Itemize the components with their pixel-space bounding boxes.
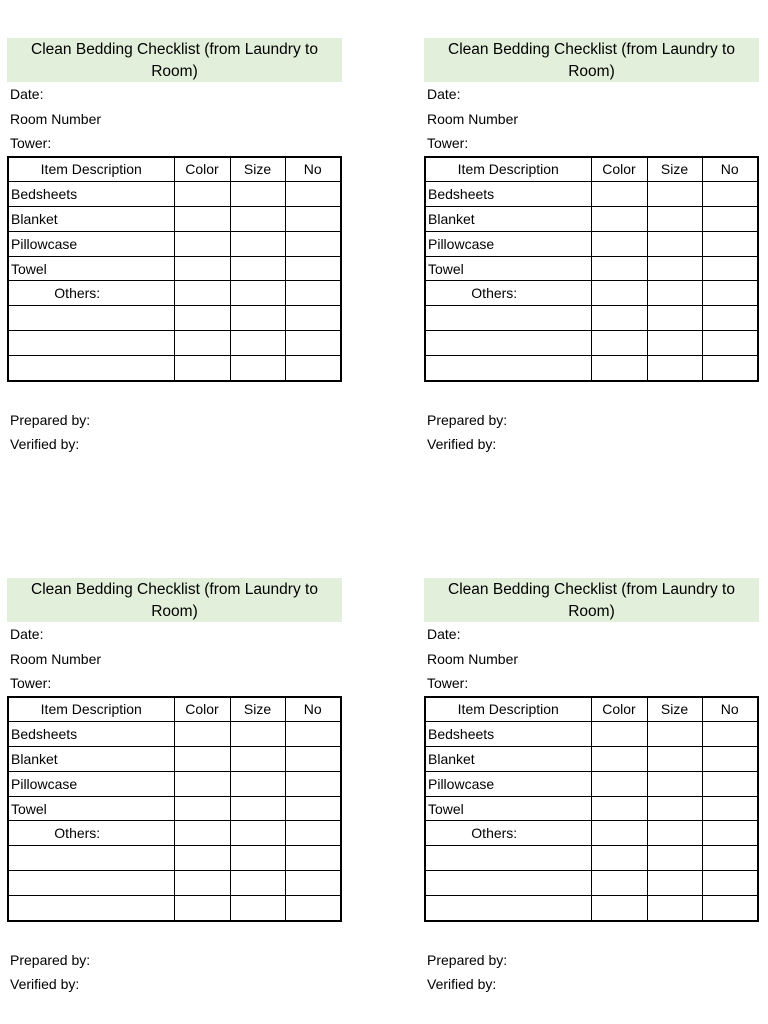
item-blanket: Blanket (8, 207, 174, 232)
table-row (425, 747, 758, 772)
size-cell[interactable] (230, 747, 285, 772)
size-cell[interactable] (230, 306, 285, 331)
room-number-label: Room Number (427, 110, 519, 127)
color-cell[interactable] (591, 231, 647, 256)
table-row (8, 895, 341, 920)
no-cell[interactable] (702, 331, 758, 356)
signature-section (7, 948, 342, 997)
table-row (425, 895, 758, 920)
table-row (425, 871, 758, 896)
no-cell[interactable] (702, 281, 758, 306)
no-cell[interactable] (285, 331, 341, 356)
item-bedsheets: Bedsheets (425, 182, 591, 207)
checklist-table (7, 696, 342, 922)
no-cell[interactable] (702, 821, 758, 846)
size-cell[interactable] (647, 256, 702, 281)
date-label: Date: (10, 86, 44, 102)
blank-item-cell[interactable] (8, 895, 174, 920)
no-cell[interactable] (285, 871, 341, 896)
checklist-title: Clean Bedding Checklist (from Laundry to Room) (424, 38, 759, 82)
color-cell[interactable] (591, 207, 647, 232)
header-color: Color (591, 697, 647, 722)
checklist-title: Clean Bedding Checklist (from Laundry to Room) (7, 578, 342, 622)
blank-item-cell[interactable] (8, 306, 174, 331)
others-label: Others: (425, 281, 591, 306)
item-pillowcase: Pillowcase (425, 771, 591, 796)
no-cell[interactable] (285, 747, 341, 772)
no-cell[interactable] (702, 355, 758, 380)
table-row (8, 846, 341, 871)
others-label: Others: (8, 821, 174, 846)
color-cell[interactable] (174, 256, 230, 281)
prepared-by-label: Prepared by: (10, 411, 91, 428)
header-color: Color (174, 157, 230, 182)
size-cell[interactable] (647, 281, 702, 306)
date-label: Date: (427, 86, 461, 102)
header-no: No (285, 157, 341, 182)
color-cell[interactable] (591, 796, 647, 821)
size-cell[interactable] (230, 821, 285, 846)
item-pillowcase: Pillowcase (8, 771, 174, 796)
item-pillowcase: Pillowcase (425, 231, 591, 256)
color-cell[interactable] (591, 846, 647, 871)
color-cell[interactable] (174, 355, 230, 380)
size-cell[interactable] (230, 207, 285, 232)
color-cell[interactable] (174, 331, 230, 356)
table-row (425, 355, 758, 380)
color-cell[interactable] (591, 722, 647, 747)
size-cell[interactable] (647, 722, 702, 747)
no-cell[interactable] (702, 231, 758, 256)
table-row (8, 747, 341, 772)
color-cell[interactable] (591, 355, 647, 380)
header-size: Size (230, 697, 285, 722)
table-row (425, 281, 758, 306)
color-cell[interactable] (591, 821, 647, 846)
checklist-title: Clean Bedding Checklist (from Laundry to Room) (424, 578, 759, 622)
color-cell[interactable] (174, 207, 230, 232)
size-cell[interactable] (230, 231, 285, 256)
blank-item-cell[interactable] (425, 331, 591, 356)
table-header-row (425, 697, 758, 722)
table-row (8, 771, 341, 796)
color-cell[interactable] (591, 771, 647, 796)
date-label: Date: (10, 626, 44, 642)
checklist-title: Clean Bedding Checklist (from Laundry to Room) (7, 38, 342, 82)
header-item-description: Item Description (8, 697, 174, 722)
item-bedsheets: Bedsheets (8, 182, 174, 207)
size-cell[interactable] (647, 355, 702, 380)
item-towel: Towel (8, 796, 174, 821)
color-cell[interactable] (591, 182, 647, 207)
no-cell[interactable] (702, 182, 758, 207)
header-no: No (702, 697, 758, 722)
no-cell[interactable] (702, 722, 758, 747)
signature-section (424, 948, 759, 997)
color-cell[interactable] (591, 281, 647, 306)
color-cell[interactable] (174, 231, 230, 256)
color-cell[interactable] (591, 256, 647, 281)
table-header-row (8, 697, 341, 722)
no-cell[interactable] (285, 207, 341, 232)
color-cell[interactable] (174, 722, 230, 747)
tower-label: Tower: (427, 675, 469, 691)
no-cell[interactable] (285, 846, 341, 871)
verified-by-label: Verified by: (427, 436, 497, 453)
checklist-card (424, 578, 759, 997)
color-cell[interactable] (174, 281, 230, 306)
size-cell[interactable] (647, 871, 702, 896)
checklist-card (424, 38, 759, 457)
blank-item-cell[interactable] (8, 331, 174, 356)
table-row (8, 796, 341, 821)
table-row (8, 231, 341, 256)
size-cell[interactable] (647, 306, 702, 331)
size-cell[interactable] (230, 771, 285, 796)
header-no: No (285, 697, 341, 722)
color-cell[interactable] (174, 796, 230, 821)
size-cell[interactable] (647, 846, 702, 871)
blank-item-cell[interactable] (8, 846, 174, 871)
size-cell[interactable] (230, 281, 285, 306)
checklist-table (424, 156, 759, 382)
checklist-table (7, 156, 342, 382)
table-row (425, 231, 758, 256)
table-row (425, 796, 758, 821)
size-cell[interactable] (647, 747, 702, 772)
size-cell[interactable] (230, 355, 285, 380)
blank-item-cell[interactable] (8, 355, 174, 380)
no-cell[interactable] (285, 796, 341, 821)
header-item-description: Item Description (425, 697, 591, 722)
header-item-description: Item Description (425, 157, 591, 182)
table-row (8, 871, 341, 896)
header-no: No (702, 157, 758, 182)
table-header-row (8, 157, 341, 182)
size-cell[interactable] (230, 182, 285, 207)
table-row (8, 355, 341, 380)
verified-by-label: Verified by: (427, 976, 497, 993)
no-cell[interactable] (285, 821, 341, 846)
table-row (8, 256, 341, 281)
item-towel: Towel (8, 256, 174, 281)
table-row (425, 207, 758, 232)
table-row (425, 182, 758, 207)
color-cell[interactable] (591, 895, 647, 920)
table-row (425, 256, 758, 281)
no-cell[interactable] (285, 182, 341, 207)
room-number-label: Room Number (427, 650, 519, 667)
signature-section (424, 408, 759, 457)
size-cell[interactable] (230, 895, 285, 920)
no-cell[interactable] (702, 895, 758, 920)
table-row (8, 722, 341, 747)
item-blanket: Blanket (425, 207, 591, 232)
checklist-table (424, 696, 759, 922)
color-cell[interactable] (591, 871, 647, 896)
size-cell[interactable] (647, 231, 702, 256)
no-cell[interactable] (285, 281, 341, 306)
tower-label: Tower: (427, 135, 469, 151)
table-row (8, 207, 341, 232)
table-row (8, 331, 341, 356)
no-cell[interactable] (702, 207, 758, 232)
item-blanket: Blanket (425, 747, 591, 772)
checklist-card (7, 38, 342, 457)
no-cell[interactable] (285, 722, 341, 747)
table-row (425, 821, 758, 846)
table-row (8, 821, 341, 846)
table-row (425, 306, 758, 331)
blank-item-cell[interactable] (8, 871, 174, 896)
no-cell[interactable] (285, 771, 341, 796)
header-color: Color (591, 157, 647, 182)
item-blanket: Blanket (8, 747, 174, 772)
size-cell[interactable] (230, 722, 285, 747)
no-cell[interactable] (285, 895, 341, 920)
size-cell[interactable] (647, 821, 702, 846)
prepared-by-label: Prepared by: (10, 951, 91, 968)
size-cell[interactable] (647, 796, 702, 821)
color-cell[interactable] (591, 747, 647, 772)
table-row (425, 846, 758, 871)
table-row (8, 182, 341, 207)
no-cell[interactable] (702, 846, 758, 871)
room-number-label: Room Number (10, 110, 102, 127)
size-cell[interactable] (647, 207, 702, 232)
color-cell[interactable] (174, 771, 230, 796)
tower-label: Tower: (10, 675, 52, 691)
size-cell[interactable] (230, 256, 285, 281)
no-cell[interactable] (285, 355, 341, 380)
header-size: Size (647, 157, 702, 182)
no-cell[interactable] (702, 306, 758, 331)
color-cell[interactable] (174, 846, 230, 871)
blank-item-cell[interactable] (425, 306, 591, 331)
item-bedsheets: Bedsheets (8, 722, 174, 747)
header-size: Size (647, 697, 702, 722)
header-size: Size (230, 157, 285, 182)
signature-section (7, 408, 342, 457)
item-bedsheets: Bedsheets (425, 722, 591, 747)
no-cell[interactable] (285, 306, 341, 331)
no-cell[interactable] (285, 256, 341, 281)
color-cell[interactable] (174, 182, 230, 207)
prepared-by-label: Prepared by: (427, 951, 508, 968)
blank-item-cell[interactable] (425, 846, 591, 871)
no-cell[interactable] (702, 256, 758, 281)
table-header-row (425, 157, 758, 182)
item-towel: Towel (425, 796, 591, 821)
item-towel: Towel (425, 256, 591, 281)
no-cell[interactable] (285, 231, 341, 256)
blank-item-cell[interactable] (425, 355, 591, 380)
no-cell[interactable] (702, 871, 758, 896)
table-row (425, 771, 758, 796)
table-row (425, 722, 758, 747)
size-cell[interactable] (647, 771, 702, 796)
others-label: Others: (8, 281, 174, 306)
no-cell[interactable] (702, 747, 758, 772)
color-cell[interactable] (591, 306, 647, 331)
item-pillowcase: Pillowcase (8, 231, 174, 256)
header-color: Color (174, 697, 230, 722)
size-cell[interactable] (230, 796, 285, 821)
date-label: Date: (427, 626, 461, 642)
color-cell[interactable] (174, 871, 230, 896)
table-row (425, 331, 758, 356)
blank-item-cell[interactable] (425, 895, 591, 920)
blank-item-cell[interactable] (425, 871, 591, 896)
size-cell[interactable] (647, 331, 702, 356)
size-cell[interactable] (230, 331, 285, 356)
size-cell[interactable] (647, 182, 702, 207)
table-row (8, 306, 341, 331)
color-cell[interactable] (591, 331, 647, 356)
size-cell[interactable] (230, 871, 285, 896)
no-cell[interactable] (702, 771, 758, 796)
room-number-label: Room Number (10, 650, 102, 667)
color-cell[interactable] (174, 306, 230, 331)
tower-label: Tower: (10, 135, 52, 151)
color-cell[interactable] (174, 895, 230, 920)
others-label: Others: (425, 821, 591, 846)
size-cell[interactable] (647, 895, 702, 920)
table-row (8, 281, 341, 306)
verified-by-label: Verified by: (10, 976, 80, 993)
size-cell[interactable] (230, 846, 285, 871)
header-item-description: Item Description (8, 157, 174, 182)
no-cell[interactable] (702, 796, 758, 821)
checklist-card (7, 578, 342, 997)
color-cell[interactable] (174, 747, 230, 772)
prepared-by-label: Prepared by: (427, 411, 508, 428)
verified-by-label: Verified by: (10, 436, 80, 453)
color-cell[interactable] (174, 821, 230, 846)
